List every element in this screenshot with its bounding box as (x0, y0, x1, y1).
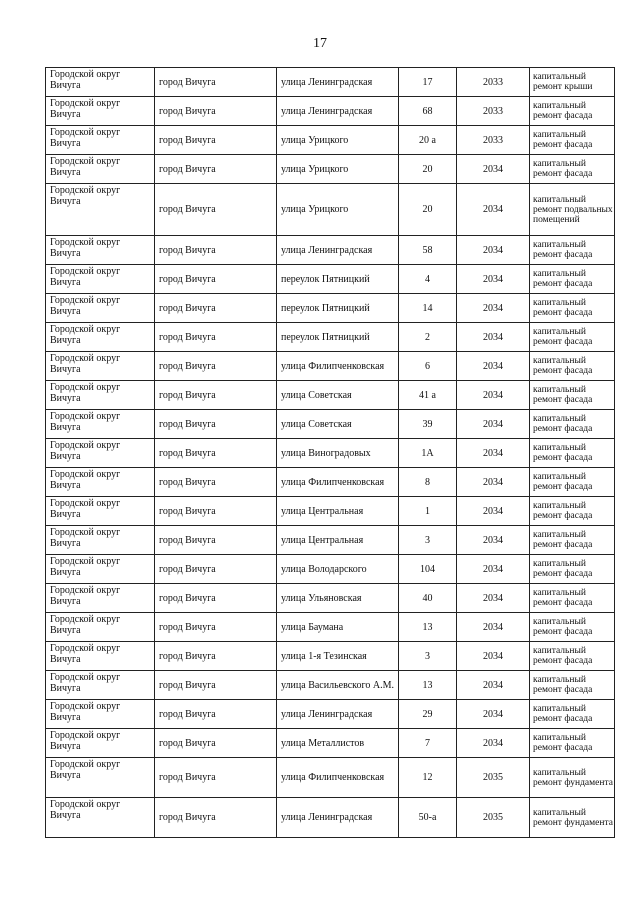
district-cell: Городской округ Вичуга (46, 526, 155, 555)
table-row (46, 642, 615, 671)
house-number-cell: 2 (399, 323, 457, 352)
year-cell: 2034 (457, 155, 530, 184)
street-cell: улица Васильевского А.М. (277, 671, 399, 700)
street-cell: переулок Пятницкий (277, 294, 399, 323)
work-type-cell: капитальный ремонт крыши (530, 68, 615, 97)
city-cell: город Вичуга (155, 97, 277, 126)
street-cell: улица Ленинградская (277, 798, 399, 838)
table-row (46, 468, 615, 497)
house-number-cell: 20 (399, 184, 457, 236)
district-cell: Городской округ Вичуга (46, 97, 155, 126)
house-number-cell: 1А (399, 439, 457, 468)
street-cell: улица Виноградовых (277, 439, 399, 468)
year-cell: 2034 (457, 323, 530, 352)
city-cell: город Вичуга (155, 729, 277, 758)
house-number-cell: 20 а (399, 126, 457, 155)
street-cell: переулок Пятницкий (277, 265, 399, 294)
year-cell: 2034 (457, 584, 530, 613)
city-cell: город Вичуга (155, 798, 277, 838)
street-cell: улица Филипченковская (277, 758, 399, 798)
house-number-cell: 14 (399, 294, 457, 323)
city-cell: город Вичуга (155, 265, 277, 294)
street-cell: улица Центральная (277, 497, 399, 526)
district-cell: Городской округ Вичуга (46, 584, 155, 613)
street-cell: улица Ленинградская (277, 236, 399, 265)
year-cell: 2034 (457, 555, 530, 584)
work-type-cell: капитальный ремонт фасада (530, 584, 615, 613)
table-row (46, 265, 615, 294)
work-type-cell: капитальный ремонт фасада (530, 439, 615, 468)
table-row (46, 68, 615, 97)
work-type-cell: капитальный ремонт фасада (530, 497, 615, 526)
district-cell: Городской округ Вичуга (46, 352, 155, 381)
street-cell: улица Володарского (277, 555, 399, 584)
district-cell: Городской округ Вичуга (46, 555, 155, 584)
work-type-cell: капитальный ремонт фундамента (530, 758, 615, 798)
work-type-cell: капитальный ремонт фасада (530, 265, 615, 294)
house-number-cell: 40 (399, 584, 457, 613)
district-cell: Городской округ Вичуга (46, 323, 155, 352)
year-cell: 2034 (457, 184, 530, 236)
city-cell: город Вичуга (155, 526, 277, 555)
district-cell: Городской округ Вичуга (46, 265, 155, 294)
table-body (46, 68, 615, 838)
year-cell: 2035 (457, 758, 530, 798)
work-type-cell: капитальный ремонт фасада (530, 352, 615, 381)
table-row (46, 497, 615, 526)
street-cell: улица 1-я Тезинская (277, 642, 399, 671)
year-cell: 2033 (457, 126, 530, 155)
city-cell: город Вичуга (155, 410, 277, 439)
table-row (46, 584, 615, 613)
street-cell: улица Филипченковская (277, 352, 399, 381)
year-cell: 2034 (457, 468, 530, 497)
district-cell: Городской округ Вичуга (46, 155, 155, 184)
district-cell: Городской округ Вичуга (46, 410, 155, 439)
house-number-cell: 41 а (399, 381, 457, 410)
work-type-cell: капитальный ремонт фасада (530, 323, 615, 352)
city-cell: город Вичуга (155, 294, 277, 323)
year-cell: 2034 (457, 700, 530, 729)
work-type-cell: капитальный ремонт фасада (530, 155, 615, 184)
district-cell: Городской округ Вичуга (46, 468, 155, 497)
table-row (46, 758, 615, 798)
district-cell: Городской округ Вичуга (46, 700, 155, 729)
work-type-cell: капитальный ремонт фасада (530, 126, 615, 155)
year-cell: 2034 (457, 294, 530, 323)
table-row (46, 700, 615, 729)
year-cell: 2034 (457, 381, 530, 410)
house-number-cell: 8 (399, 468, 457, 497)
work-type-cell: капитальный ремонт фасада (530, 700, 615, 729)
district-cell: Городской округ Вичуга (46, 439, 155, 468)
year-cell: 2034 (457, 439, 530, 468)
district-cell: Городской округ Вичуга (46, 642, 155, 671)
table-row (46, 613, 615, 642)
city-cell: город Вичуга (155, 671, 277, 700)
street-cell: улица Ленинградская (277, 68, 399, 97)
house-number-cell: 17 (399, 68, 457, 97)
district-cell: Городской округ Вичуга (46, 497, 155, 526)
district-cell: Городской округ Вичуга (46, 236, 155, 265)
year-cell: 2033 (457, 97, 530, 126)
street-cell: улица Урицкого (277, 155, 399, 184)
street-cell: улица Советская (277, 410, 399, 439)
year-cell: 2035 (457, 798, 530, 838)
city-cell: город Вичуга (155, 381, 277, 410)
table-row (46, 381, 615, 410)
city-cell: город Вичуга (155, 758, 277, 798)
year-cell: 2034 (457, 729, 530, 758)
district-cell: Городской округ Вичуга (46, 671, 155, 700)
city-cell: город Вичуга (155, 555, 277, 584)
work-type-cell: капитальный ремонт фасада (530, 294, 615, 323)
district-cell: Городской округ Вичуга (46, 758, 155, 798)
house-number-cell: 13 (399, 671, 457, 700)
street-cell: улица Урицкого (277, 184, 399, 236)
table-row (46, 155, 615, 184)
city-cell: город Вичуга (155, 642, 277, 671)
table-row (46, 729, 615, 758)
house-number-cell: 68 (399, 97, 457, 126)
city-cell: город Вичуга (155, 439, 277, 468)
table-row (46, 97, 615, 126)
city-cell: город Вичуга (155, 323, 277, 352)
city-cell: город Вичуга (155, 584, 277, 613)
district-cell: Городской округ Вичуга (46, 184, 155, 236)
street-cell: улица Ленинградская (277, 700, 399, 729)
city-cell: город Вичуга (155, 236, 277, 265)
repair-schedule-table (45, 67, 615, 838)
work-type-cell: капитальный ремонт фасада (530, 729, 615, 758)
district-cell: Городской округ Вичуга (46, 126, 155, 155)
year-cell: 2034 (457, 265, 530, 294)
city-cell: город Вичуга (155, 155, 277, 184)
house-number-cell: 13 (399, 613, 457, 642)
district-cell: Городской округ Вичуга (46, 68, 155, 97)
street-cell: улица Советская (277, 381, 399, 410)
house-number-cell: 1 (399, 497, 457, 526)
work-type-cell: капитальный ремонт фасада (530, 381, 615, 410)
year-cell: 2034 (457, 352, 530, 381)
table-row (46, 526, 615, 555)
city-cell: город Вичуга (155, 352, 277, 381)
work-type-cell: капитальный ремонт подвальных помещений (530, 184, 615, 236)
table-row (46, 126, 615, 155)
city-cell: город Вичуга (155, 468, 277, 497)
street-cell: улица Металлистов (277, 729, 399, 758)
street-cell: улица Урицкого (277, 126, 399, 155)
table-row (46, 294, 615, 323)
city-cell: город Вичуга (155, 184, 277, 236)
house-number-cell: 7 (399, 729, 457, 758)
city-cell: город Вичуга (155, 497, 277, 526)
year-cell: 2033 (457, 68, 530, 97)
table-row (46, 555, 615, 584)
work-type-cell: капитальный ремонт фасада (530, 97, 615, 126)
year-cell: 2034 (457, 526, 530, 555)
house-number-cell: 20 (399, 155, 457, 184)
page-number: 17 (313, 36, 327, 51)
street-cell: улица Филипченковская (277, 468, 399, 497)
house-number-cell: 6 (399, 352, 457, 381)
table-row (46, 798, 615, 838)
table-row (46, 352, 615, 381)
city-cell: город Вичуга (155, 700, 277, 729)
house-number-cell: 50-а (399, 798, 457, 838)
district-cell: Городской округ Вичуга (46, 798, 155, 838)
work-type-cell: капитальный ремонт фасада (530, 642, 615, 671)
work-type-cell: капитальный ремонт фасада (530, 555, 615, 584)
table-row (46, 323, 615, 352)
work-type-cell: капитальный ремонт фасада (530, 526, 615, 555)
house-number-cell: 29 (399, 700, 457, 729)
city-cell: город Вичуга (155, 613, 277, 642)
house-number-cell: 58 (399, 236, 457, 265)
table-row (46, 184, 615, 236)
district-cell: Городской округ Вичуга (46, 729, 155, 758)
work-type-cell: капитальный ремонт фасада (530, 671, 615, 700)
work-type-cell: капитальный ремонт фасада (530, 468, 615, 497)
work-type-cell: капитальный ремонт фундамента (530, 798, 615, 838)
year-cell: 2034 (457, 410, 530, 439)
table-row (46, 236, 615, 265)
house-number-cell: 39 (399, 410, 457, 439)
year-cell: 2034 (457, 236, 530, 265)
house-number-cell: 3 (399, 642, 457, 671)
street-cell: улица Ульяновская (277, 584, 399, 613)
house-number-cell: 3 (399, 526, 457, 555)
year-cell: 2034 (457, 497, 530, 526)
house-number-cell: 12 (399, 758, 457, 798)
city-cell: город Вичуга (155, 68, 277, 97)
district-cell: Городской округ Вичуга (46, 381, 155, 410)
table-row (46, 410, 615, 439)
work-type-cell: капитальный ремонт фасада (530, 613, 615, 642)
year-cell: 2034 (457, 671, 530, 700)
street-cell: переулок Пятницкий (277, 323, 399, 352)
table-row (46, 671, 615, 700)
work-type-cell: капитальный ремонт фасада (530, 410, 615, 439)
house-number-cell: 104 (399, 555, 457, 584)
city-cell: город Вичуга (155, 126, 277, 155)
street-cell: улица Ленинградская (277, 97, 399, 126)
street-cell: улица Центральная (277, 526, 399, 555)
house-number-cell: 4 (399, 265, 457, 294)
year-cell: 2034 (457, 613, 530, 642)
work-type-cell: капитальный ремонт фасада (530, 236, 615, 265)
street-cell: улица Баумана (277, 613, 399, 642)
table-row (46, 439, 615, 468)
district-cell: Городской округ Вичуга (46, 294, 155, 323)
district-cell: Городской округ Вичуга (46, 613, 155, 642)
year-cell: 2034 (457, 642, 530, 671)
